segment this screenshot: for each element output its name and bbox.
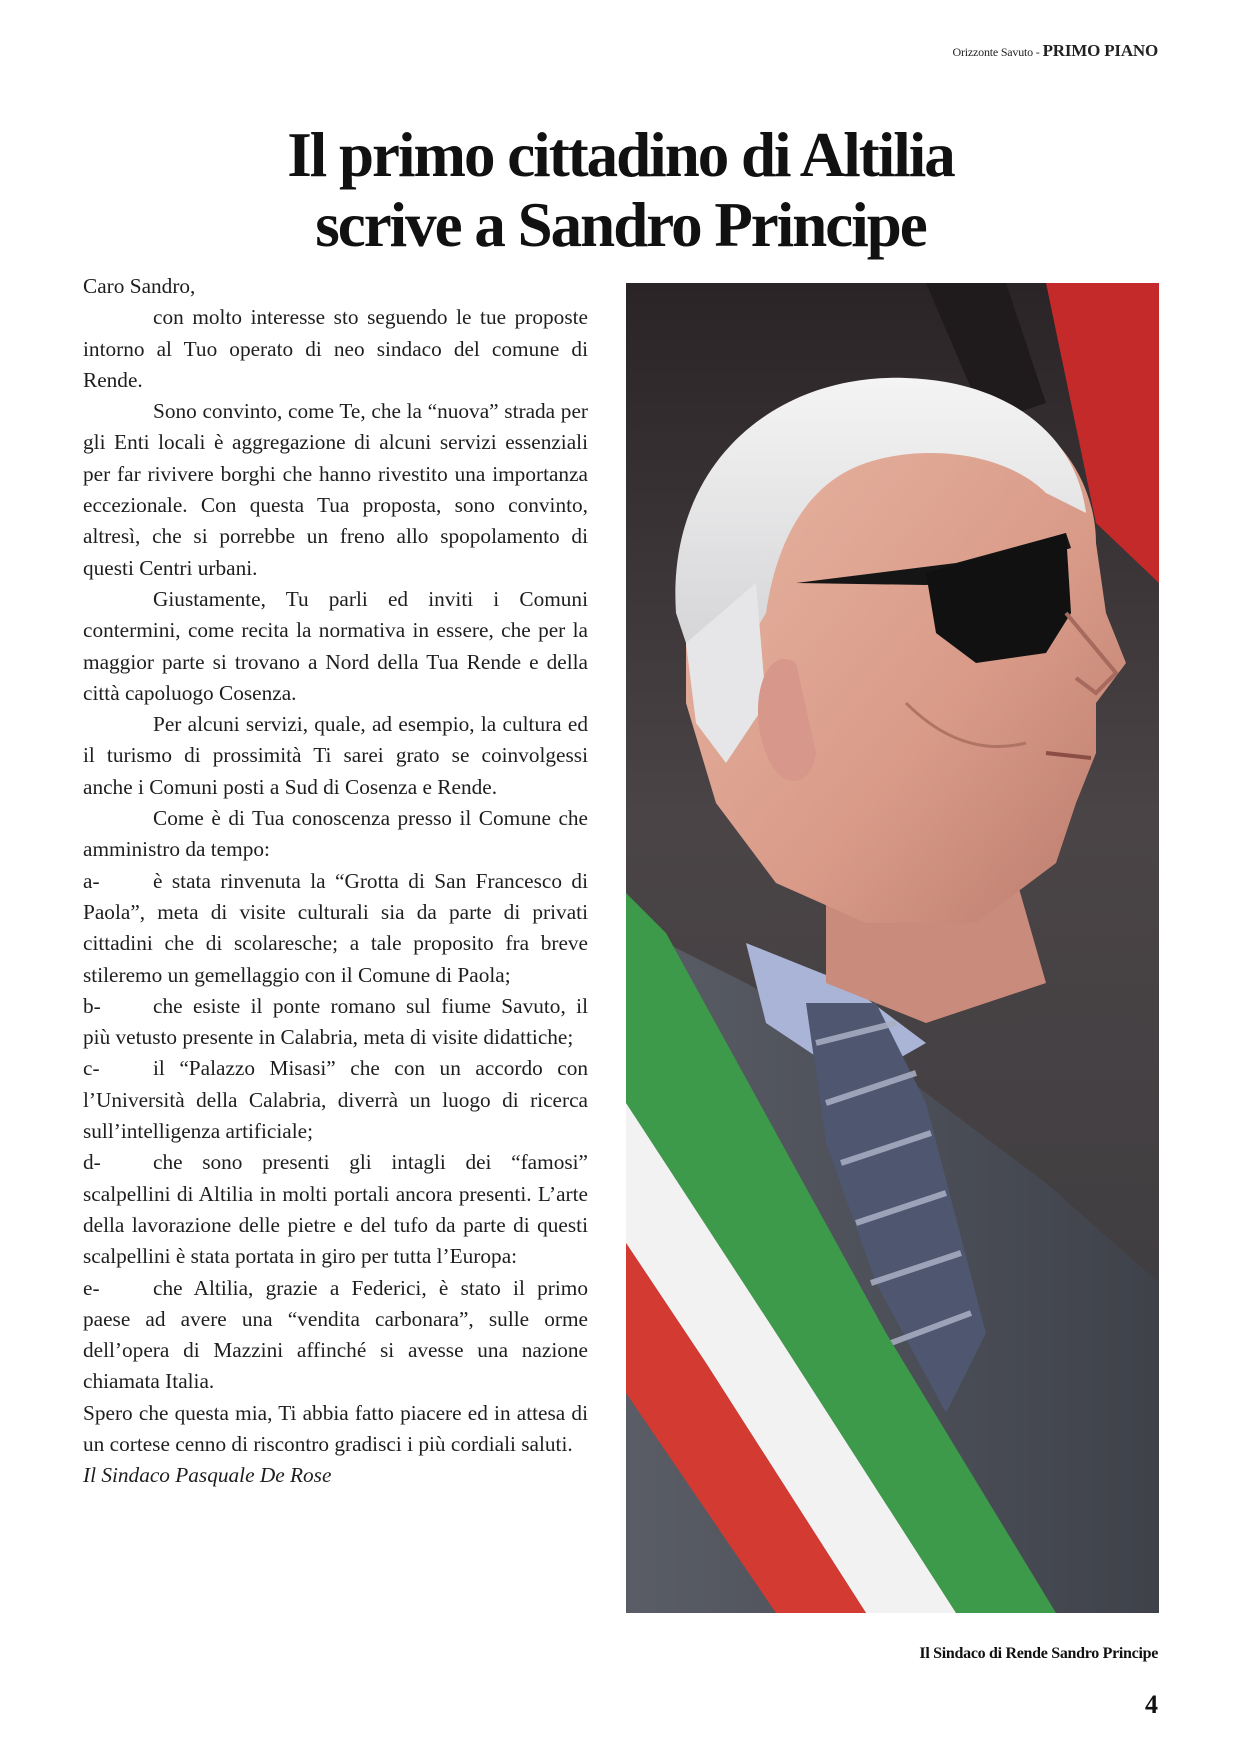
list-item-label: e- [83, 1275, 100, 1300]
list-item [83, 1053, 588, 1147]
photo-caption: Il Sindaco di Rende Sandro Principe [919, 1645, 1158, 1662]
list-item-continuation: paese ad avere una “vendita carbonara”, sulle orme dell’opera di Mazzini affinché si avesse una nazione chiamata Italia. [83, 1306, 588, 1394]
list-item [83, 1273, 588, 1398]
portrait-photo [626, 283, 1159, 1613]
list-item-label: d- [83, 1150, 101, 1175]
paragraph-1: con molto interesse sto seguendo le tue proposte intorno al Tuo operato di neo sindaco del comune di Rende. [83, 305, 588, 392]
article-title [0, 120, 1241, 260]
list-item-label: c- [83, 1056, 100, 1081]
paragraph-3: Giustamente, Tu parli ed inviti i Comuni contermini, come recita la normativa in essere, che per la maggior parte si trovano a Nord della Tua Rende e della città capoluogo Cosenza. [83, 586, 588, 705]
list-item-text: è stata rinvenuta la “Grotta di San Francesco di [153, 868, 588, 893]
title-line-1: Il primo cittadino di Altilia [287, 120, 954, 190]
letter-body [83, 271, 588, 1492]
list-item-continuation: l’Università della Calabria, diverrà un luogo di ricerca sull’intelligenza artificiale; [83, 1087, 588, 1144]
salutation: Caro Sandro, [83, 274, 196, 298]
list-item [83, 991, 588, 1054]
portrait-illustration [626, 283, 1159, 1613]
list-item [83, 1147, 588, 1272]
list-item-label: a- [83, 868, 100, 893]
list-item-text: che Altilia, grazie a Federici, è stato il primo [153, 1275, 588, 1300]
list-item-text: che esiste il ponte romano sul fiume Savuto, il [153, 993, 588, 1018]
list-item-text: che sono presenti gli intagli dei “famosi” [153, 1150, 588, 1175]
list-item-continuation: Paola”, meta di visite culturali sia da parte di privati cittadini che di scolaresche; a tale proposito fra breve stileremo un gemellaggio con il Comune di Paola; [83, 899, 588, 987]
running-header [953, 41, 1158, 61]
list-item-continuation: scalpellini di Altilia in molti portali ancora presenti. L’arte della lavorazione delle pietre e del tufo da parte di questi scalpellini è stata portata in giro per tutta l’Europa: [83, 1181, 588, 1269]
list-item-label: b- [83, 993, 101, 1018]
page-number: 4 [1145, 1690, 1158, 1719]
section-name: PRIMO PIANO [1042, 41, 1158, 60]
list-item [83, 866, 588, 991]
closing-paragraph: Spero che questa mia, Ti abbia fatto piacere ed in attesa di un cortese cenno di riscontro gradisci i più cordiali saluti. [83, 1400, 588, 1456]
paragraph-5: Come è di Tua conoscenza presso il Comune che amministro da tempo: [83, 806, 588, 862]
list-item-continuation: più vetusto presente in Calabria, meta di visite didattiche; [83, 1025, 574, 1050]
title-line-2: scrive a Sandro Principe [315, 190, 926, 260]
signature: Il Sindaco Pasquale De Rose [83, 1463, 332, 1488]
paragraph-2: Sono convinto, come Te, che la “nuova” strada per gli Enti locali è aggregazione di alcuni servizi essenziali per far rivivere borghi che hanno rivestito una importanza eccezionale. Con questa Tua proposta, sono convinto, altresì, che si porrebbe un freno allo spopolamento di questi Centri urbani. [83, 399, 588, 580]
paragraph-4: Per alcuni servizi, quale, ad esempio, la cultura ed il turismo di prossimità Ti sarei grato se coinvolgessi anche i Comuni posti a Sud di Cosenza e Rende. [83, 712, 588, 799]
list-item-text: il “Palazzo Misasi” che con un accordo con [153, 1056, 588, 1081]
publication-name: Orizzonte Savuto - [952, 45, 1040, 59]
